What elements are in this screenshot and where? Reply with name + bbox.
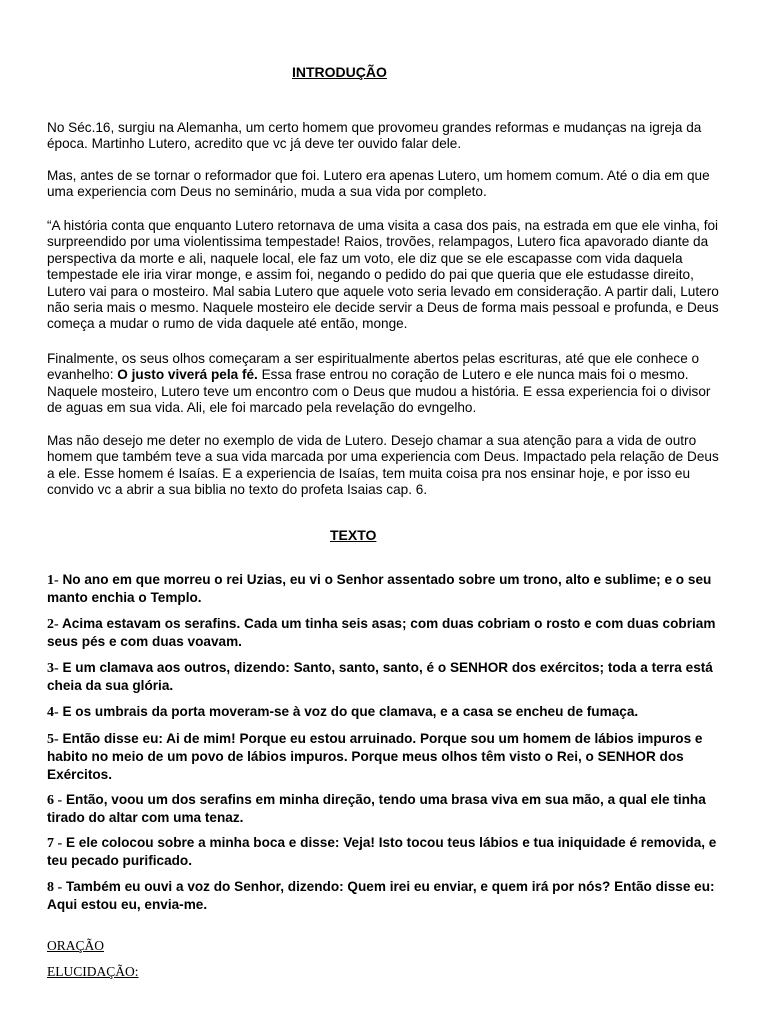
verse-text: Acima estavam os serafins. Cada um tinha seis asas; com duas cobriam o rosto e com duas cobriam seus pés e com duas voavam. [47, 616, 716, 650]
verse-1 [47, 571, 727, 607]
verse-number: 5- [47, 732, 59, 747]
verse-text: E os umbrais da porta moveram-se à voz do que clamava, e a casa se encheu de fumaça. [58, 704, 639, 719]
verse-6 [47, 791, 727, 827]
verse-5 [47, 730, 727, 783]
verse-text: No ano em que morreu o rei Uzias, eu vi o Senhor assentado sobre um trono, alto e sublime; e o seu manto enchia o Templo. [47, 572, 712, 606]
verse-text: Então, voou um dos serafins em minha direção, tendo uma brasa viva em sua mão, a qual ele tinha tirado do altar com uma tenaz. [47, 792, 706, 826]
verse-2 [47, 615, 727, 651]
elucidacao-heading: ELUCIDAÇÃO: [47, 964, 139, 979]
verse-number: 2- [47, 617, 59, 632]
verse-7 [47, 834, 727, 870]
texto-title: TEXTO [330, 527, 377, 543]
verse-text: Então disse eu: Ai de mim! Porque eu estou arruinado. Porque sou um homem de lábios impuros e habito no meio de um povo de lábios impuros. Porque meus olhos têm visto o Rei, o SENHOR dos Exércitos. [47, 731, 703, 782]
verse-number: 6 - [47, 793, 63, 808]
verse-text: Também eu ouvi a voz do Senhor, dizendo: Quem irei eu enviar, e quem irá por nós? Então disse eu: Aqui estou eu, envia-me. [47, 879, 715, 913]
p4-bold-quote: O justo viverá pela fé. [117, 367, 258, 383]
intro-paragraph-5: Mas não desejo me deter no exemplo de vida de Lutero. Desejo chamar a sua atenção para a vida de outro homem que também teve a sua vida marcada por uma experiencia com Deus. Impactado pela relação de Deus a ele. Esse homem é Isaías. E a experiencia de Isaías, tem muita coisa pra nos ensinar hoje, e por isso eu convido vc a abrir a sua biblia no texto do profeta Isaias cap. 6. [47, 433, 719, 498]
intro-paragraph-3: “A história conta que enquanto Lutero retornava de uma visita a casa dos pais, na estrada em que ele vinha, foi surpreendido por uma violentissima tempestade! Raios, trovões, relampagos, Lutero fica apavorado diante da perspectiva da morte e ali, naquele local, ele faz um voto, ele diz que se ele escapasse com vida daquela tempestade ele iria virar monge, e assim foi, negando o pedido do pai que queria que ele estudasse direito, Lutero vai para o mosteiro. Mal sabia Lutero que aquele voto seria levado em consideração. A partir dali, Lutero não seria mais o mesmo. Naquele mosteiro ele decide servir a Deus de forma mais pessoal e profunda, e Deus começa a mudar o rumo de vida daquele até então, monge. [47, 218, 719, 332]
intro-paragraph-4 [47, 351, 727, 417]
p4-text-before: Finalmente, os seus olhos começaram a ser espiritualmente abertos pelas escrituras, até que ele conhece o evanhelho: [47, 351, 700, 383]
verse-4 [47, 703, 727, 721]
intro-paragraph-2: Mas, antes de se tornar o reformador que foi. Lutero era apenas Lutero, um homem comum. Até o dia em que uma experiencia com Deus no seminário, muda a sua vida por completo. [47, 168, 710, 200]
verse-text: E um clamava aos outros, dizendo: Santo, santo, santo, é o SENHOR dos exércitos; toda a terra está cheia da sua glória. [47, 660, 713, 694]
verse-number: 4- [47, 705, 59, 720]
intro-paragraph-1: No Séc.16, surgiu na Alemanha, um certo homem que provomeu grandes reformas e mudanças na igreja da época. Martinho Lutero, acredito que vc já deve ter ouvido falar dele. [47, 120, 702, 152]
verse-number: 1- [47, 573, 59, 588]
oracao-heading: ORAÇÃO [47, 938, 105, 953]
p4-text-after: Essa frase entrou no coração de Lutero e ele nunca mais foi o mesmo. Naquele mosteiro, Lutero teve um encontro com o Deus que mudou a história. E essa experiencia foi o divisor de aguas em sua vida. Ali, ele foi marcado pela revelação do evngelho. [47, 367, 711, 416]
verse-number: 7 - [47, 836, 63, 851]
verse-number: 8 - [47, 880, 63, 895]
verse-8 [47, 878, 727, 914]
verse-3 [47, 659, 727, 695]
verse-number: 3- [47, 661, 59, 676]
verse-text: E ele colocou sobre a minha boca e disse: Veja! Isto tocou teus lábios e tua iniquidade é removida, e teu pecado purificado. [47, 835, 717, 869]
intro-title: INTRODUÇÃO [292, 64, 387, 80]
